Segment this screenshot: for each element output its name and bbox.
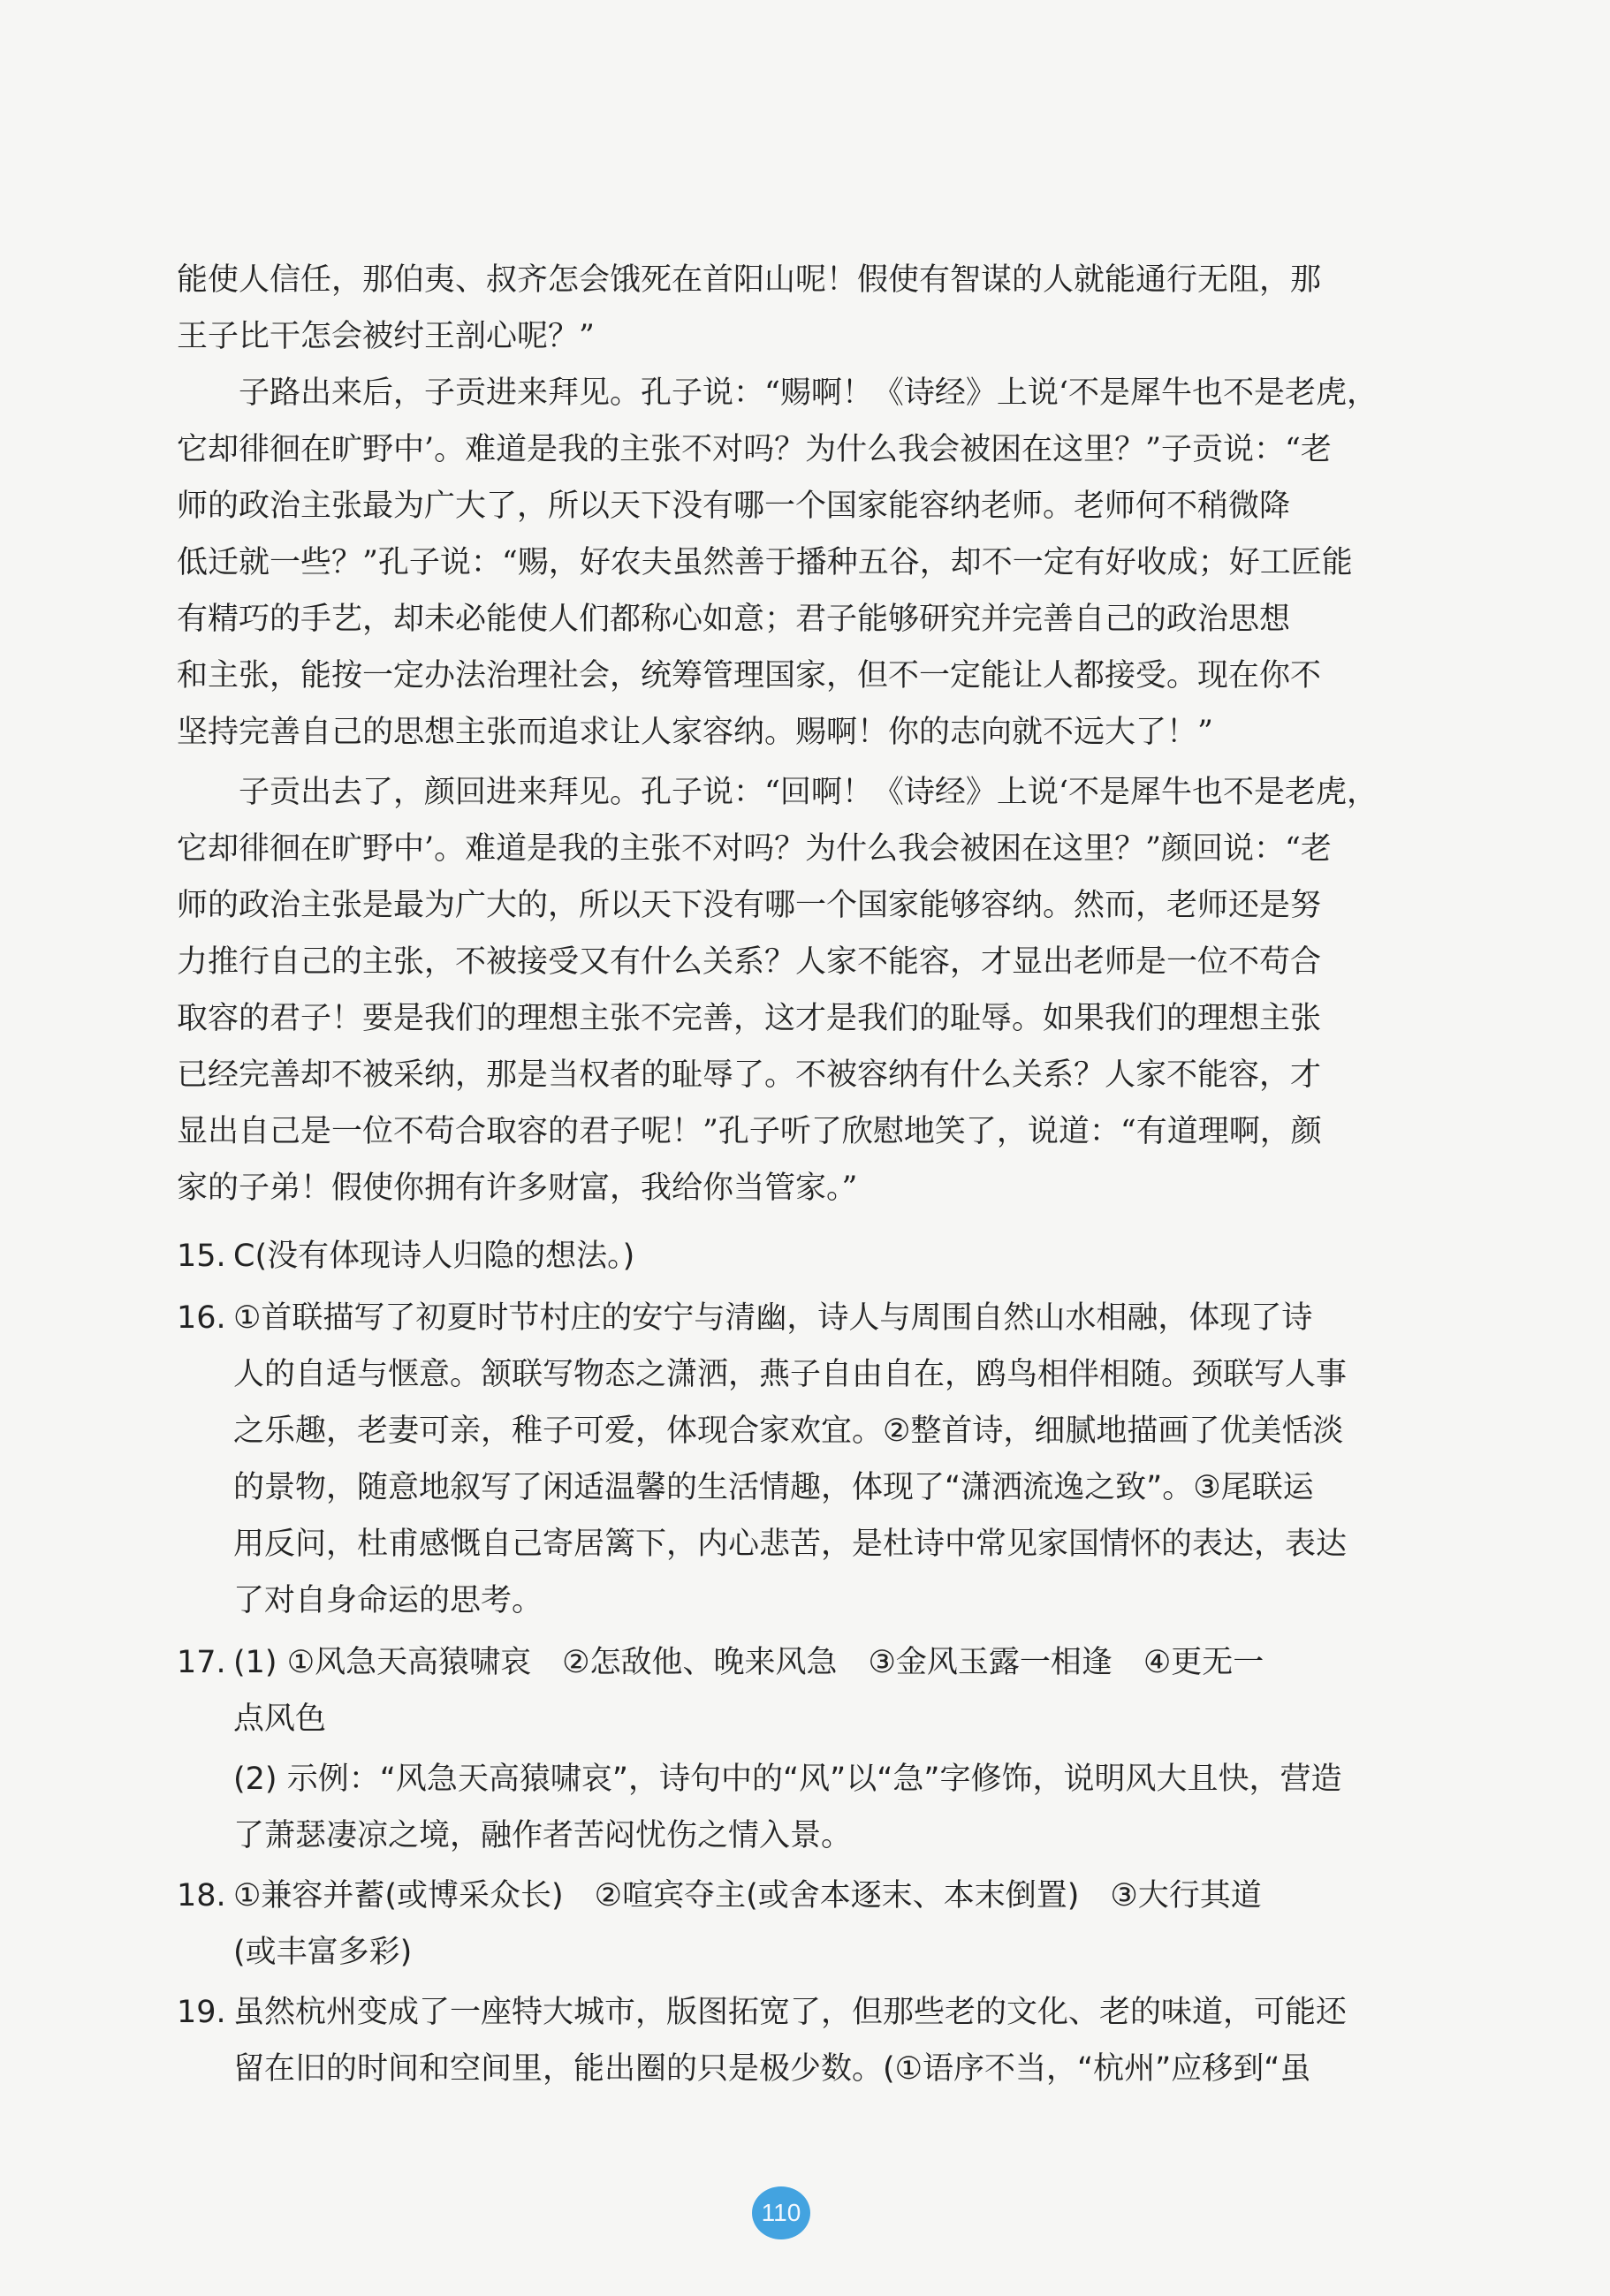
translation-line: 低迁就一些？”孔子说：“赐，好农夫虽然善于播种五谷，却不一定有好收成；好工匠能 xyxy=(177,545,1353,580)
answer-text: 用反问，杜甫感慨自己寄居篱下，内心悲苦，是杜诗中常见家国情怀的表达，表达 xyxy=(233,1527,1348,1562)
answer-text: (1) ①风急天高猿啸哀 ②怎敌他、晚来风急 ③金风玉露一相逢 ④更无一 xyxy=(233,1645,1264,1680)
translation-line: 师的政治主张最为广大了，所以天下没有哪一个国家能容纳老师。老师何不稍微降 xyxy=(177,489,1291,524)
answer-text: 留在旧的时间和空间里，能出圈的只是极少数。(①语序不当，“杭州”应移到“虽 xyxy=(233,2051,1311,2087)
answer-text: 了对自身命运的思考。 xyxy=(233,1583,543,1618)
translation-line: 师的政治主张是最为广大的，所以天下没有哪一个国家能够容纳。然而，老师还是努 xyxy=(177,888,1322,923)
page-number-badge: 110 xyxy=(752,2186,810,2239)
translation-line: 坚持完善自己的思想主张而追求让人家容纳。赐啊！你的志向就不远大了！” xyxy=(177,715,1213,750)
answer-text: 了萧瑟凄凉之境，融作者苦闷忧伤之情入景。 xyxy=(233,1818,853,1853)
translation-line: 子贡出去了，颜回进来拜见。孔子说：“回啊！《诗经》上说‘不是犀牛也不是老虎， xyxy=(239,775,1378,810)
translation-line: 子路出来后，子贡进来拜见。孔子说：“赐啊！《诗经》上说‘不是犀牛也不是老虎， xyxy=(239,375,1378,411)
answer-text: (或丰富多彩) xyxy=(233,1935,413,1970)
answer-text: ①首联描写了初夏时节村庄的安宁与清幽，诗人与周围自然山水相融，体现了诗 xyxy=(233,1300,1313,1336)
question-number: 16. xyxy=(177,1300,226,1336)
translation-line: 它却徘徊在旷野中’。难道是我的主张不对吗？为什么我会被困在这里？”子贡说：“老 xyxy=(177,432,1332,467)
answer-17 xyxy=(177,1634,1264,1691)
answer-19 xyxy=(177,1984,1347,2041)
translation-line: 王子比干怎会被纣王剖心呢？” xyxy=(177,319,595,354)
translation-line: 力推行自己的主张，不被接受又有什么关系？人家不能容，才显出老师是一位不苟合 xyxy=(177,944,1322,980)
question-number: 17. xyxy=(177,1645,226,1680)
translation-line: 有精巧的手艺，却未必能使人们都称心如意；君子能够研究并完善自己的政治思想 xyxy=(177,602,1291,637)
answer-text: 之乐趣，老妻可亲，稚子可爱，体现合家欢宜。②整首诗，细腻地描画了优美恬淡 xyxy=(233,1413,1344,1449)
translation-line: 和主张，能按一定办法治理社会，统筹管理国家，但不一定能让人都接受。现在你不 xyxy=(177,658,1322,693)
answer-text: 虽然杭州变成了一座特大城市，版图拓宽了，但那些老的文化、老的味道，可能还 xyxy=(233,1995,1348,2030)
question-number: 18. xyxy=(177,1878,226,1913)
answer-text: (2) 示例：“风急天高猿啸哀”，诗句中的“风”以“急”字修饰，说明风大且快，营造 xyxy=(233,1762,1342,1797)
answer-16 xyxy=(177,1290,1312,1346)
answer-15 xyxy=(177,1228,634,1284)
question-number: 19. xyxy=(177,1995,226,2030)
translation-line: 家的子弟！假使你拥有许多财富，我给你当管家。” xyxy=(177,1171,858,1206)
translation-line: 它却徘徊在旷野中’。难道是我的主张不对吗？为什么我会被困在这里？”颜回说：“老 xyxy=(177,831,1332,867)
answer-text: 点风色 xyxy=(233,1701,327,1737)
translation-line: 能使人信任，那伯夷、叔齐怎会饿死在首阳山呢！假使有智谋的人就能通行无阻，那 xyxy=(177,262,1322,298)
answer-text: ①兼容并蓄(或博采众长) ②喧宾夺主(或舍本逐末、本末倒置) ③大行其道 xyxy=(233,1878,1262,1913)
question-number: 15. xyxy=(177,1239,226,1274)
answer-text: 的景物，随意地叙写了闲适温馨的生活情趣，体现了“潇洒流逸之致”。③尾联运 xyxy=(233,1470,1314,1505)
translation-line: 显出自己是一位不苟合取容的君子呢！”孔子听了欣慰地笑了，说道：“有道理啊，颜 xyxy=(177,1114,1322,1149)
translation-line: 已经完善却不被采纳，那是当权者的耻辱了。不被容纳有什么关系？人家不能容，才 xyxy=(177,1057,1322,1093)
translation-line: 取容的君子！要是我们的理想主张不完善，这才是我们的耻辱。如果我们的理想主张 xyxy=(177,1001,1322,1036)
answer-18 xyxy=(177,1868,1262,1924)
answer-text: C(没有体现诗人归隐的想法。) xyxy=(233,1239,635,1274)
answer-text: 人的自适与惬意。颔联写物态之潇洒，燕子自由自在，鸥鸟相伴相随。颈联写人事 xyxy=(233,1357,1348,1392)
